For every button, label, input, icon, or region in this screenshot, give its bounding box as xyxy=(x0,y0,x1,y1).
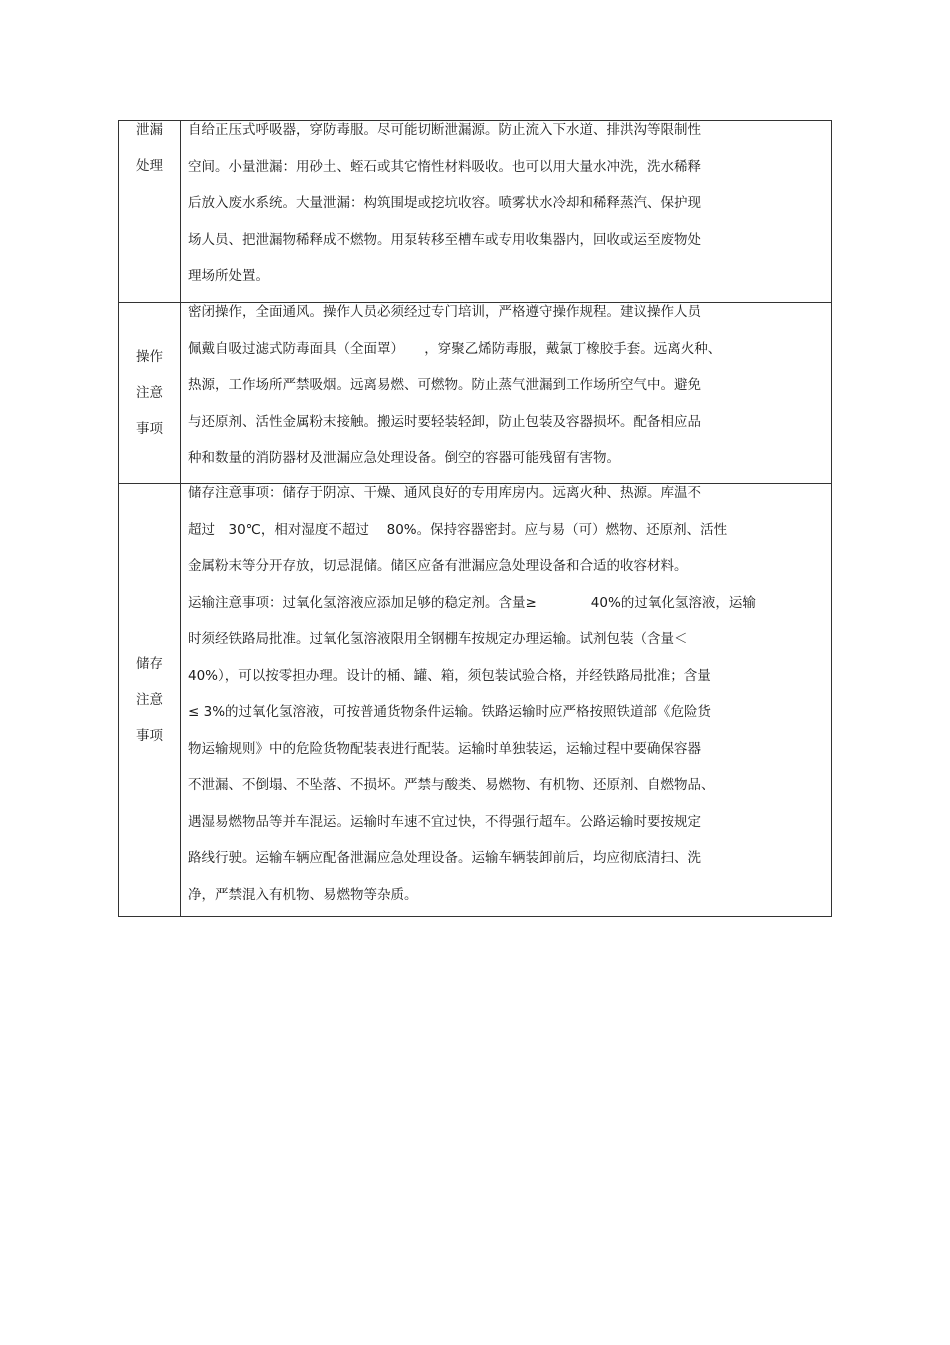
table-row-operation-notes xyxy=(119,302,831,483)
content-line: 物运输规则》中的危险货物配装表进行配装。运输时单独装运，运输过程中要确保容器 xyxy=(188,740,701,757)
content-line: 超过 30℃，相对湿度不超过 80%。保持容器密封。应与易（可）燃物、还原剂、活性 xyxy=(188,521,728,538)
content-line: 不泄漏、不倒塌、不坠落、不损坏。严禁与酸类、易燃物、有机物、还原剂、自燃物品、 xyxy=(188,777,715,793)
content-line: 佩戴自吸过滤式防毒面具（全面罩） ，穿聚乙烯防毒服，戴氯丁橡胶手套。远离火种、 xyxy=(188,340,722,357)
content-line: ≤ 3%的过氧化氢溶液，可按普通货物条件运输。铁路运输时应严格按照铁道部《危险货 xyxy=(188,704,712,720)
table-row-storage-notes xyxy=(119,483,831,916)
content-line: 种和数量的消防器材及泄漏应急处理设备。倒空的容器可能残留有害物。 xyxy=(188,450,620,466)
label-line: 事项 xyxy=(136,728,163,744)
row-label xyxy=(119,121,181,302)
table-row-leak-handling xyxy=(119,121,831,302)
content-line: 运输注意事项：过氧化氢溶液应添加足够的稳定剂。含量≥ 40%的过氧化氢溶液，运输 xyxy=(188,594,756,611)
content-line: 密闭操作，全面通风。操作人员必须经过专门培训，严格遵守操作规程。建议操作人员 xyxy=(188,304,701,320)
label-line: 事项 xyxy=(136,421,163,437)
row-content xyxy=(181,294,831,483)
content-line: 后放入废水系统。大量泄漏：构筑围堤或挖坑收容。喷雾状水冷却和稀释蒸汽、保护现 xyxy=(188,195,701,211)
label-line: 操作 xyxy=(136,349,163,365)
label-line: 储存 xyxy=(136,656,163,672)
label-line: 泄漏 xyxy=(136,122,163,138)
content-line: 热源，工作场所严禁吸烟。远离易燃、可燃物。防止蒸气泄漏到工作场所空气中。避免 xyxy=(188,377,701,393)
row-label xyxy=(119,303,181,483)
content-line: 遇湿易燃物品等并车混运。运输时车速不宜过快，不得强行超车。公路运输时要按规定 xyxy=(188,813,701,830)
row-content xyxy=(181,475,831,916)
content-line: 路线行驶。运输车辆应配备泄漏应急处理设备。运输车辆装卸前后，均应彻底清扫、洗 xyxy=(188,850,701,866)
content-line: 净，严禁混入有机物、易燃物等杂质。 xyxy=(188,886,418,903)
content-line: 空间。小量泄漏：用砂土、蛭石或其它惰性材料吸收。也可以用大量水冲洗，洗水稀释 xyxy=(188,158,701,175)
label-line: 注意 xyxy=(136,385,163,401)
content-line: 自给正压式呼吸器，穿防毒服。尽可能切断泄漏源。防止流入下水道、排洪沟等限制性 xyxy=(188,122,701,138)
content-line: 时须经铁路局批准。过氧化氢溶液限用全钢棚车按规定办理运输。试剂包装（含量＜ xyxy=(188,631,688,647)
content-line: 理场所处置。 xyxy=(188,268,269,284)
label-line: 处理 xyxy=(136,158,163,174)
content-line: 场人员、把泄漏物稀释成不燃物。用泵转移至槽车或专用收集器内，回收或运至废物处 xyxy=(188,231,701,248)
label-line: 注意 xyxy=(136,692,163,708)
row-label xyxy=(119,484,181,916)
content-line: 金属粉末等分开存放，切忌混储。储区应备有泄漏应急处理设备和合适的收容材料。 xyxy=(188,558,688,574)
content-line: 40%），可以按零担办理。设计的桶、罐、箱，须包装试验合格，并经铁路局批准；含量 xyxy=(188,667,711,684)
row-content xyxy=(181,112,831,302)
content-line: 储存注意事项：储存于阴凉、干燥、通风良好的专用库房内。远离火种、热源。库温不 xyxy=(188,485,701,501)
content-line: 与还原剂、活性金属粉末接触。搬运时要轻装轻卸，防止包装及容器损坏。配备相应品 xyxy=(188,413,701,430)
safety-table xyxy=(118,120,832,917)
